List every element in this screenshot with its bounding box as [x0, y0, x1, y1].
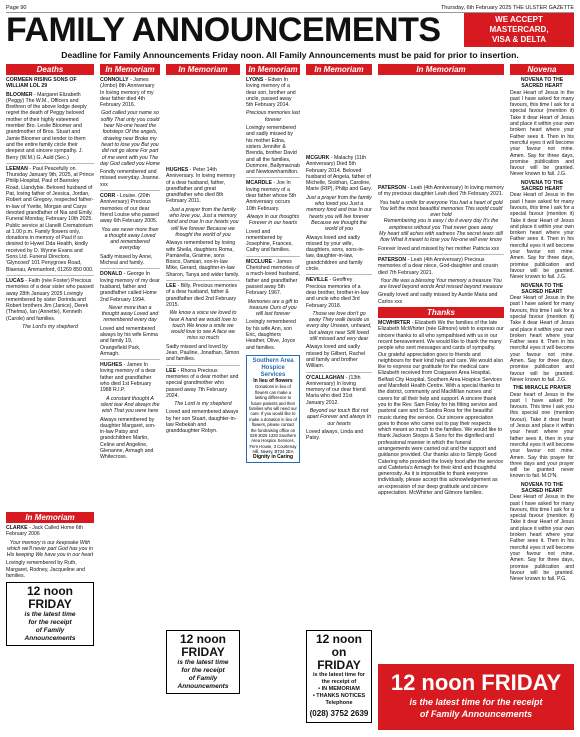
notice-name: MCARDLE	[246, 180, 272, 187]
prayer-text: Dear Heart of Jesus in the past I have asked for many favours, this time I ask for a special favour (mention it) Take it dear Heart of Jesus and place it within your own broken heart where your Father sees it. Then in his merciful eyes it will become your favour not mine. Amen. Say for three days, promise publication and favour will be granted. Never known to fail. J.G.	[510, 89, 574, 178]
memoriam-notice	[166, 167, 240, 278]
advert-subtitle: In lieu of flowers	[253, 377, 293, 384]
advert-text: Donations in lieu of flowers can make a lasting difference to future patients and their families who will need our care. If you would like to make a donation in lieu of flowers, please contact the fundraising office on 028 3025 1333 Southern Area Hospice Services, Fern House, 3 Courtenay Hill, Newry, BT34 2EA	[249, 384, 297, 455]
memoriam-notice	[100, 77, 160, 188]
masthead	[6, 13, 574, 47]
notice-name: MCCLURE	[246, 258, 272, 265]
section-header-thanks: Thanks	[378, 307, 504, 318]
memoriam-notice	[246, 180, 300, 253]
thanks-notice	[378, 320, 504, 496]
notice-body: - James Cherished memories of a much-loved husband, father and grandfather passed away 5th February 1967.	[246, 258, 300, 297]
notice-name: HUGHES	[100, 362, 123, 369]
hospice-advert	[246, 355, 300, 463]
notice-body: - Faith (née Foster) Precious memories of a dear sister who passed away 28th January 2025 Lovingly remembered by sister Dorinda and Robert brothers Jim (Janice), Derek (Thelma), Ian (Annette), Kenneth (Carole) and families.	[6, 277, 94, 322]
promo-text: is the latest time for	[313, 672, 365, 678]
notice-signoff: Loved and remembered by Josephine, Frances, Cathy and families.	[246, 228, 293, 254]
divider	[378, 254, 504, 255]
notice-body: - Elizabeth We the families of the late Elizabeth McWhirter (née Gilmore) wish to express our sincere thanks to all who sympathised with us in our recent bereavement. We would like to thank the many people who sent messages and cards of sympathy. Our grateful appreciation goes to friends and neighbours for their kind help and care. We would also like to express our gratitude for the medical care Elizabeth received from Craigavon Area Hospital, Belfast City Hospital, Southern Area Hospice Services and Marsfield Health Centre. With a special thanks to the district, community and MacMillan nurses and carers for all their help and support. A sincere thank you to the Rev. Sam Finlay for his fitting service and pastoral care and to Sandra Ross for the beautiful music during the service. Our sincere appreciation goes to those who came out to pay their respects which meant so much to the families. We would like to thank Jackson Stoops & Sons for the dignified and professional manner in which the funeral arrangements were carried out and the support and guidance provided. Our thanks also to Simply Good Catering who provided the lovely food after the service and Cafeteria's Armagh for their kind and thoughtful generosity. As it is impossible to thank everyone individually, please accept this acknowledgement as an expression of our deep gratitude and sincere appreciation. McWhirter and Gilmore families.	[378, 320, 504, 497]
promo-text: of Family	[188, 675, 218, 682]
memoriam-notice	[100, 193, 160, 266]
notice-signoff: Loved and remembered always by his wife Emma and family 19, Orangefield Park, Armagh.	[100, 325, 158, 357]
memoriam-notice	[378, 257, 504, 305]
notice-verse: The Lord is my shepherd	[174, 401, 232, 408]
notice-signoff: Always loved and sadly missed by your wife, daughters, sons, sons-in-law, daughter-in-law, grandchildren and family circle.	[306, 234, 365, 273]
section-header-novena: Novena	[510, 64, 574, 75]
notice-name: PATERSON	[378, 256, 407, 263]
section-header-in-memoriam: In Memoriam	[100, 64, 160, 75]
notice-body: - Malachy (11th Anniversary) Died 5th February 2014. Beloved husband of Angela, father of Michelle, Siobhan, Caroline, Marie (RIP), Philip and Gary.	[306, 155, 372, 193]
section-header-in-memoriam: In Memoriam	[306, 64, 372, 75]
divider	[246, 256, 300, 257]
notice-signoff: Sadly missed by Anne, Micheal and family.	[100, 253, 153, 267]
promo-day: FRIDAY	[317, 658, 361, 672]
memoriam-notice	[100, 271, 160, 357]
notice-body: - Louise. (20th Anniversary) Precious memories of our dear friend Louise who passed away 6th February 2005.	[100, 193, 159, 225]
notice-body: - Joe In loving memory of a dear father whose 5th Anniversary occurs 10th February.	[246, 180, 297, 212]
notice-name: MCGURK	[306, 155, 330, 161]
notice-verse: Memories are a gift to treasure Ours of you will last forever	[247, 298, 299, 318]
novena-prayer	[510, 283, 574, 384]
notice-name: NEVILLE	[306, 277, 328, 284]
promo-day: FRIDAY	[181, 645, 225, 659]
page-number: Page 90	[6, 4, 27, 11]
notice-signoff: Lovingly remembered by his wife Ann, son Eric, daughters Heather, Olive, Joyce and families.	[246, 319, 296, 351]
novena-prayer	[510, 482, 574, 583]
notice-verse: God called your name so softly That only you could hear No-one heard the footsteps Of the angels, drawing near Broke my heart to lose you But you did not go alone For part of me went with you The day God called you Home	[100, 110, 160, 167]
cards-line-2: MASTERCARD,	[489, 25, 549, 34]
notice-signoff: Greatly loved and sadly missed by Auntie Maria and Carlos xxx	[378, 292, 498, 305]
notice-body: - Jack Called Home 6th February 2006	[6, 525, 83, 538]
memoriam-notice	[246, 259, 300, 351]
notice-body: - George In loving memory of my dear husband, father and grandfather called Home 2nd February 1994.	[100, 271, 160, 303]
promo-text: is the latest time	[24, 611, 76, 619]
notice-name: CORMEEN	[6, 77, 33, 83]
cards-line-1: WE ACCEPT	[495, 15, 543, 24]
notice-verse: Precious memories last forever	[246, 110, 300, 123]
notice-body: - Leah (4th Anniversary) Precious memories of a dear niece, God-daughter and cousin died 7th February 2021.	[378, 256, 498, 276]
notice-name: DONALD	[100, 271, 123, 278]
novena-prayer	[510, 77, 574, 178]
notice-name: CORR	[100, 193, 116, 200]
notice-signoff: Always loved and sadly missed by Gilbert, Rachel and family and brother William.	[306, 344, 366, 370]
death-notice	[6, 92, 94, 161]
divider	[6, 163, 94, 164]
divider	[100, 190, 160, 191]
memoriam-notice	[166, 283, 240, 363]
notice-verse: Those we love don't go away They walk beside us every day Unseen, unheard, but always near Still loved still missed and very dear	[306, 310, 372, 343]
page-title: FAMILY ANNOUNCEMENTS	[6, 11, 441, 49]
notice-signoff: Lovingly remembered and sadly missed by his mother Edna, sisters Jennifer & Brenda, brother David and all the families, Dunmore, Ballymacnab and Newtownhamilton.	[246, 125, 300, 176]
promo-text: is the latest time	[177, 659, 229, 666]
prayer-title: NOVENA TO THE SACRED HEART	[520, 282, 564, 295]
prayer-title: NOVENA TO THE SACRED HEART	[520, 77, 564, 90]
notice-signoff: Forever loved and missed by her mother Patricia xxx	[378, 245, 500, 252]
column-in-memoriam-deaths-lower	[6, 512, 94, 730]
section-header-in-memoriam: In Memoriam	[246, 64, 300, 75]
notice-name: O'CALLAGHAN	[306, 374, 345, 381]
prayer-text: Dear heart of Jesus in the past I have asked for favours. This time I ask you this special one (mention favour). Take it dear heart of Jesus and place it within your heart where your father sees it, then in your merciful eyes it will become your favour not mine. Amen. Say this prayer for three days and your prayer will be granted never known to fail. M.O'N.	[510, 391, 574, 480]
advert-tagline: Dignity in Caring	[253, 453, 293, 460]
prayer-title: THE MIRACLE PRAYER	[512, 385, 572, 392]
notice-verse: Beyond our touch But not apart Forever and always In our hearts	[306, 407, 372, 427]
novena-prayer	[510, 385, 574, 479]
promo-text: • IN MEMORIAM	[318, 686, 360, 692]
notice-signoff: Loved always, Linda and Patsy.	[306, 428, 364, 442]
big-deadline-promo	[378, 664, 574, 730]
memoriam-notice	[6, 525, 94, 579]
section-header-deaths: Deaths	[6, 64, 94, 75]
memoriam-deadline-promo	[306, 630, 372, 723]
promo-text: of Family Announcements	[419, 709, 533, 719]
notice-verse: A constant thought A silent tear And always the wish That you were here	[100, 395, 160, 415]
death-notice	[6, 278, 94, 330]
notice-body: - Paul Peacefully on Thursday January 9th, 2025, at Prince Philip Hospital, Paul of Barnsley Road, Llandybie. Beloved husband of Pat, loving father of Jessica, Jordan, Robert and Gregory, respected father-in-law of Yvette, Morgan and Carys devoted grandfather of Nia and Emily. Funeral Monday, February 10th 2025. Public service at Llanelli Crematorium at 1.00 p.m. Family flowers only, donations in memory of Paul if so desired to Hywel Dda Health, kindly received by D. Wynne Evans and Sons Ltd. Funeral Directors, 'Glyncoed' 101 Penygroes Road, Blaenau, Ammanford, 01269 850 000.	[6, 165, 94, 273]
promo-text: for the receipt	[28, 619, 72, 627]
notice-body: - Leah (4th Anniversary) In loving memory of my precious daughter Leah died 7th February 2021.	[378, 185, 504, 198]
notice-name: BLOOMER	[6, 91, 33, 98]
notice-name: LEE	[166, 283, 177, 290]
memoriam-notice	[166, 368, 240, 435]
notice-signoff: Loved and remembered always by her son Stuart, daughter-in-law Rebekah and granddaughter Robyn.	[166, 409, 239, 435]
notice-signoff: Fondly remembered and missed everyday. Joanne. xxx	[100, 169, 160, 188]
memoriam-notice	[306, 375, 372, 442]
notice-verse: We know a voice we loved to hear A hand we would love to touch We know a smile we would love to see A face we miss so much	[169, 310, 237, 342]
death-notice	[6, 77, 94, 90]
prayer-text: Dear Heart of Jesus in the past I have asked for many favours, this time I ask for a special favour (mention it) Take it dear Heart of Jesus and place it within your own broken heart where your Father sees it. Then in his merciful eyes it will become your favour not mine. Amen. Say for three days, promise publication and favour will be granted. Never known to fail. J.G.	[510, 192, 574, 281]
divider	[306, 372, 372, 373]
notice-name: CONNOLLY	[100, 77, 129, 83]
promo-text: Telephone	[325, 700, 353, 706]
notice-name: LYONS	[246, 77, 264, 83]
announcement-columns	[6, 64, 574, 730]
section-header-in-memoriam: In Memoriam	[378, 64, 504, 75]
notice-name: PATERSON	[378, 185, 407, 191]
deadline-promo-box	[166, 630, 240, 694]
notice-verse: Just a prayer from the family who love you, Just a memory fond and true In our hearts you will live forever Because we thought the world of you	[167, 206, 239, 238]
notice-verse: Always in our thoughts Forever in our hearts	[246, 213, 300, 227]
section-header-in-memoriam: In Memoriam	[166, 64, 240, 75]
divider	[306, 274, 372, 275]
notice-verse: Just a prayer from the family who loved you Just a memory fond and true In our hearts you will live forever Because we thought the world of you	[306, 194, 372, 233]
prayer-title: NOVENA TO THE SACRED HEART	[520, 179, 564, 193]
promo-text: the receipt of	[321, 679, 357, 685]
notice-body: - Rhona Precious memories of a dear mother and special grandmother who passed away 7th February 2024.	[166, 367, 239, 399]
divider	[166, 280, 240, 281]
deadline-notice: Deadline for Family Announcements Friday noon. All Family Announcements must be paid for prior to insertion.	[61, 50, 519, 60]
notice-body: - James In loving memory of a dear father and grandfather who died 1st February 1988 R.I.P.	[100, 362, 156, 394]
notice-body: RISING SONS OF WILLIAM LOL 29	[6, 77, 77, 90]
column-in-memoriam-5	[378, 64, 504, 660]
memoriam-notice	[100, 362, 160, 460]
notice-verse: You are never more than a thought away Loved and remembered everyday	[101, 226, 159, 252]
notice-signoff: Always remembered by daughter Margaret, son-in-law Patsy and grandchildren Martin, Celine and Angeline, Glenanne, Armagh and Whitecross.	[100, 416, 156, 461]
notice-body: - (13th Anniversary) In loving memory of our dear friend Maria who died 31st January 2012.	[306, 374, 366, 406]
promo-text: is the latest time for the receipt	[409, 697, 543, 707]
notice-verse: Never more than a thought away Loved and remembered every day	[101, 304, 159, 324]
divider	[6, 275, 94, 276]
divider	[246, 177, 300, 178]
promo-phone: (028) 3752 2639	[309, 709, 369, 718]
notice-name: CLARKE	[6, 525, 28, 531]
deadline-promo-box	[6, 582, 94, 646]
promo-text: Announcements	[177, 683, 229, 690]
publication-date: Thursday, 6th February 2025 THE ULSTER GAZETTE	[440, 4, 574, 11]
divider	[100, 359, 160, 360]
cards-line-3: VISA & DELTA	[491, 35, 547, 44]
promo-day: FRIDAY	[28, 597, 72, 612]
promo-time: 12 noon	[26, 584, 73, 599]
memoriam-notice	[306, 277, 372, 369]
notice-signoff: Always remembered by loving wife Sheila, daughters Roma, Pamarella, Grainne, sons Bosco, Damian, son-in-law Mike, Gerard, daughter-in-law Sharon, Tanya and wider family.	[166, 240, 240, 278]
notice-name: HUGHES	[166, 167, 189, 173]
notice-body: - Billy. Precious memories of a dear husband, father & grandfather died 2nd February 2015.	[166, 283, 238, 308]
advert-title: Southern Area Hospice Services	[252, 357, 294, 378]
notice-body: - James (Jimbo) 8th Anniversary In loving memory of my dear father died 4th February 2016.	[100, 77, 155, 109]
column-in-memoriam-2-promo	[166, 630, 240, 730]
notice-verse: Your life was a blessing Your memory a treasure You are loved beyond words And missed beyond measure	[379, 277, 503, 291]
prayer-text: Dear Heart of Jesus in the past I have asked for many favours, this time I ask for a special favour (mention it) Take it dear Heart of Jesus and place it within your own broken heart where your Father sees it. Then in his merciful eyes it will become your favour not mine. Amen. Say for three days, promise publication and favour will be granted. Never known to fail. J.G.	[510, 295, 574, 383]
promo-time: 12 noon on	[315, 632, 362, 659]
memoriam-notice	[378, 185, 504, 252]
notice-name: MCWHIRTER	[378, 320, 411, 327]
column-in-memoriam-4-promo	[306, 630, 372, 730]
divider	[166, 365, 240, 366]
promo-text: for the receipt	[181, 667, 225, 674]
memoriam-notice	[306, 155, 372, 272]
notice-body: - Margaret Elizabeth (Peggy) The W.M., Officers and Brethren of the above lodge deeply regret the death of Peggy beloved mother of their highly esteemed member Bro. Leslie Bloomer and grandmother of Bros. Stuart and Jamie Bloomer and tender to them and the entire family circle their deepest and sincere sympathy. J. Berry (W.M.) G. Auld (Sec.)	[6, 91, 87, 161]
notice-signoff: Sadly missed and loved by Jean, Pauline, Jonathan, Simon and families.	[166, 343, 240, 363]
promo-text: Announcements	[24, 635, 76, 643]
column-novena	[510, 64, 574, 660]
notice-verse: The Lord's my shepherd	[22, 323, 78, 330]
promo-text: • THANKS NOTICES	[312, 693, 366, 699]
notice-name: LEE	[166, 367, 177, 374]
prayer-title: NOVENA TO THE SACRED HEART	[520, 481, 564, 494]
promo-headline: 12 noon FRIDAY	[390, 670, 562, 695]
section-header-in-memoriam: In Memoriam	[6, 512, 94, 523]
notice-body: - Edwin In loving memory of a dear son, brother and uncle, passed away 5th February 2014.	[246, 77, 296, 109]
notice-signoff: Lovingly remembered by Ruth, Margaret, Rodney, Jacqueline and families.	[6, 560, 85, 580]
memoriam-notice	[246, 77, 300, 175]
notice-body: - Geoffrey Precious memories of a dear brother, brother-in-law and uncle who died 3rd February 2018.	[306, 277, 369, 309]
promo-text: of Family	[35, 627, 65, 635]
notice-name: LEEMAN	[6, 165, 28, 172]
prayer-text: Dear Heart of Jesus in the past I have asked for many favours, this time I ask for a special favour (mention it) Take it dear Heart of Jesus and place it within your own broken heart where your Father sees it. Then in his merciful eyes it will become your favour not mine. Amen. Say for three days, promise publication and favour will be granted. Never known to fail. P.G.	[510, 494, 574, 583]
divider	[100, 268, 160, 269]
notice-verse: Your memory is our keepsake With which we'll never part God has you in His keeping We have you in our heart	[6, 539, 94, 559]
column-in-memoriam-1	[100, 64, 160, 730]
notice-body: - Peter 14th Anniversary. In loving memory of a dear husband, father, grandfather and great grandfather who died 8th February 2011.	[166, 167, 236, 205]
notice-verse: You held a smile for everyone You had a heart of gold You left the most beautiful memories This world could ever hold Remembering you is easy I do it every day It's the emptiness without you That never goes away My heart still aches with sadness The secret tears still flow What it meant to lose you No-one will ever know	[379, 199, 503, 244]
card-acceptance-badge	[464, 13, 574, 47]
column-in-memoriam-3	[246, 64, 300, 730]
death-notice	[6, 166, 94, 273]
novena-prayer	[510, 180, 574, 281]
promo-time: 12 noon	[179, 632, 226, 646]
notice-name: LUCAS	[6, 277, 24, 284]
